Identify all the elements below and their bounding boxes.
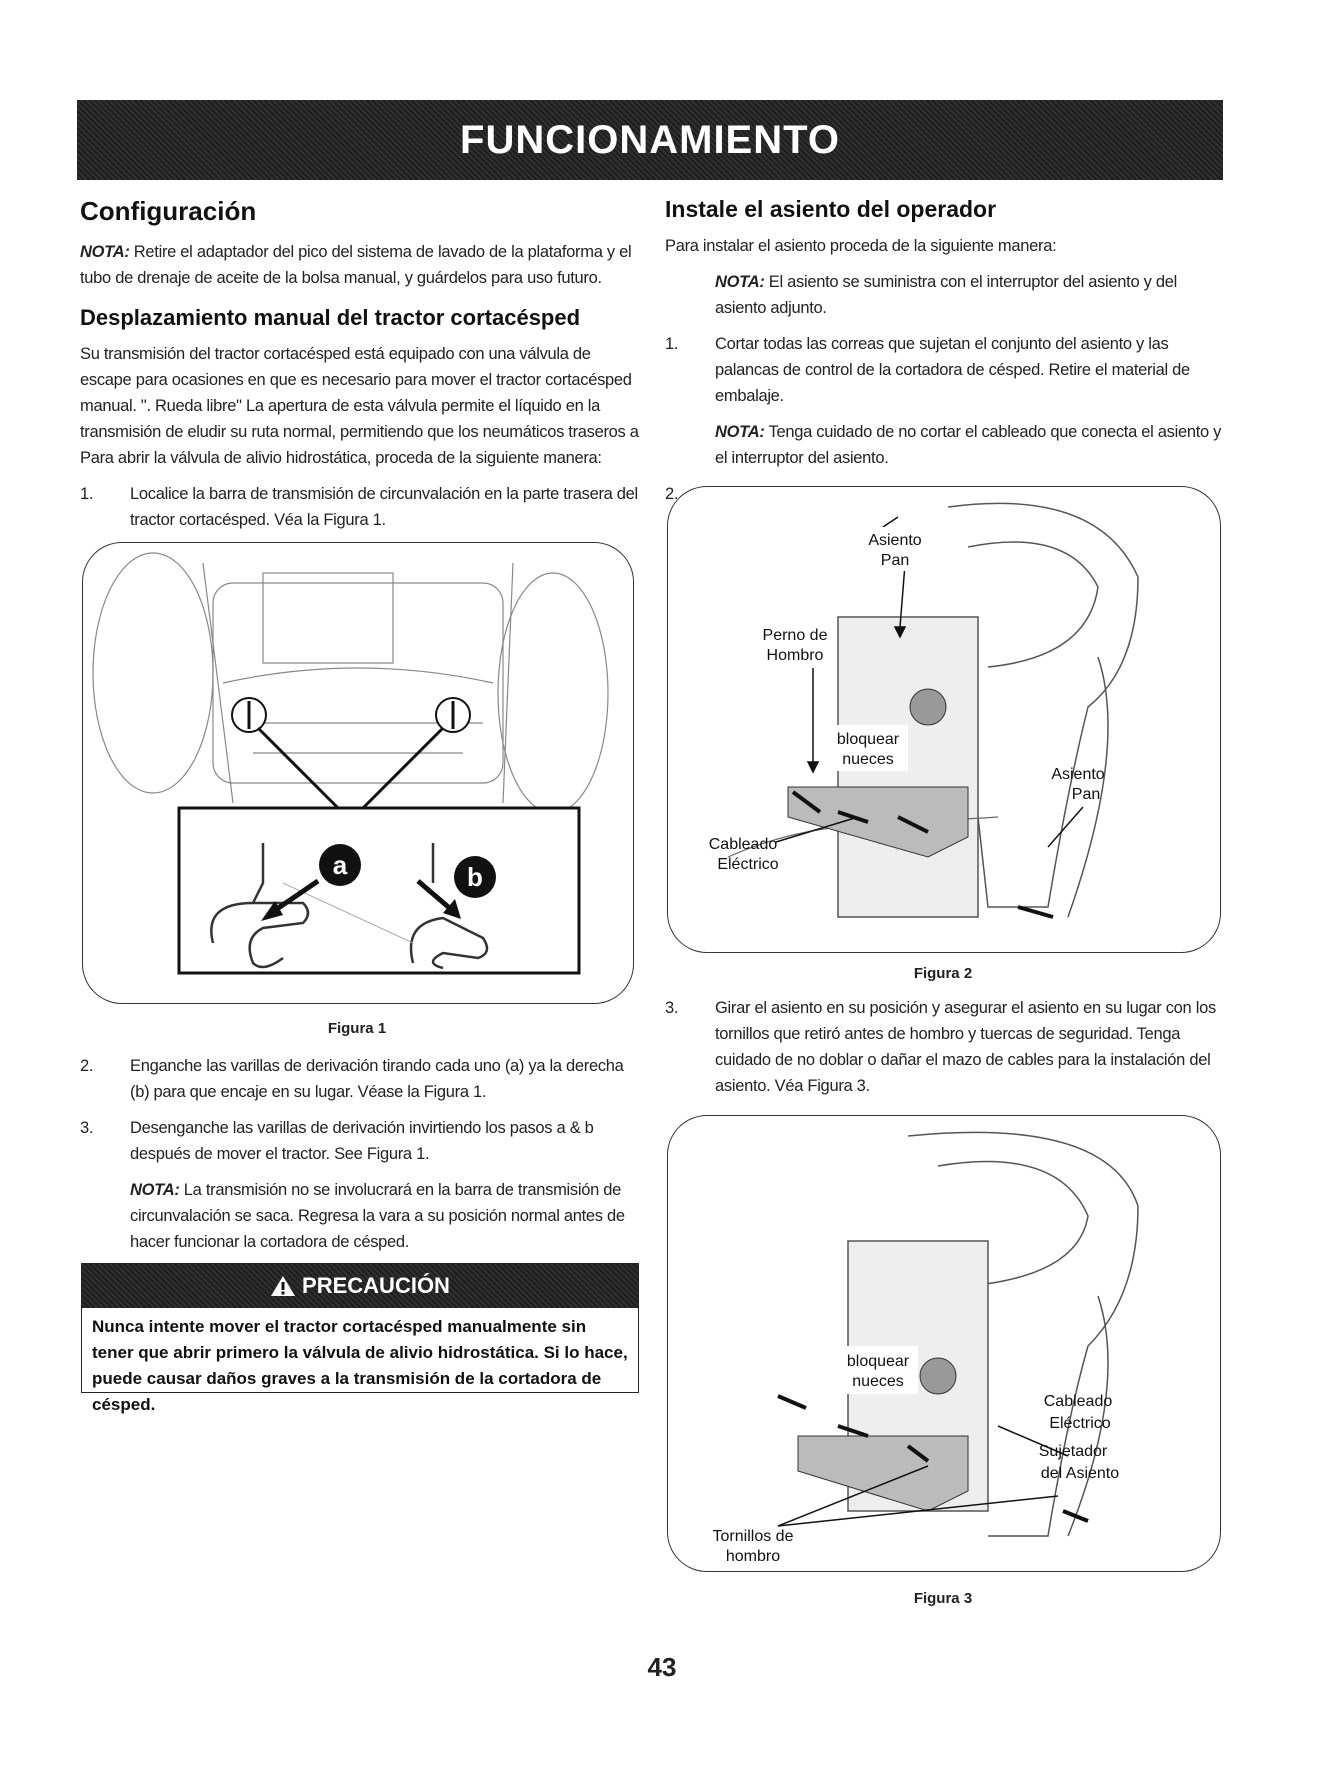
- left-column-lower: [80, 1053, 640, 1265]
- step-1: [665, 331, 1225, 409]
- note-text: Tenga cuidado de no cortar el cableado que conecta el asiento y el interruptor del asiento.: [715, 423, 1222, 467]
- section-banner: [77, 100, 1223, 180]
- step-number: 3.: [80, 1119, 94, 1137]
- step-text: Localice la barra de transmisión de circunvalación en la parte trasera del tractor cortacésped. Véa la Figura 1.: [130, 485, 638, 529]
- figure-3: [667, 1115, 1221, 1572]
- caution-text: Nunca intente mover el tractor cortacésped manualmente sin tener que abrir primero la válvula de alivio hidrostática. Si lo hace, puede causar daños graves a la transmisión de la cortadora de césped.: [92, 1317, 628, 1414]
- nueces-label: nueces: [852, 1373, 904, 1390]
- note-label: NOTA:: [715, 423, 765, 441]
- sujetador-label: Sujetador: [1038, 1443, 1108, 1460]
- hombro-label: Hombro: [766, 647, 824, 664]
- label-b: b: [467, 862, 483, 892]
- note-label: NOTA:: [715, 273, 765, 291]
- right-column-lower: [665, 995, 1225, 1109]
- cableado-label: Cableado: [708, 836, 778, 853]
- figure-3-illustration: [668, 1116, 1220, 1571]
- manual-move-heading: Desplazamiento manual del tractor cortacésped: [80, 305, 581, 330]
- figure-1-illustration: [83, 543, 633, 1003]
- step-3: [665, 995, 1225, 1099]
- note-text: El asiento se suministra con el interruptor del asiento y del asiento adjunto.: [715, 273, 1177, 317]
- manual-move-intro: Su transmisión del tractor cortacésped está equipado con una válvula de escape para ocasiones en que es necesario para mover el tractor cortacésped manual. ". Rueda libre" La apertura de esta válvula permite el líquido en la transmisión de eludir su ruta normal, permitiendo que los neumáticos traseros a Para abrir la válvula de alivio hidrostática, proceda de la siguiente manera:: [80, 345, 639, 467]
- note-wiring: [665, 419, 1225, 471]
- step-text: Cortar todas las correas que sujetan el conjunto del asiento y las palancas de control de la cortadora de césped. Retire el material de embalaje.: [715, 335, 1190, 405]
- bloquear-label: bloquear: [846, 1353, 910, 1370]
- perno-label: Perno de: [762, 627, 828, 644]
- note-seat-switch: [665, 269, 1225, 321]
- tornillos-label: Tornillos de: [712, 1528, 794, 1545]
- asiento-pan-top-label: Asiento: [868, 532, 922, 549]
- step-text: Enganche las varillas de derivación tirando cada uno (a) ya la derecha (b) para que encaje en su lugar. Véase la Figura 1.: [130, 1057, 624, 1101]
- note-label: NOTA:: [130, 1181, 180, 1199]
- nueces-label: nueces: [842, 751, 894, 768]
- warning-icon: [270, 1275, 296, 1297]
- step-2: [80, 1053, 640, 1105]
- asiento-pan-top-label-2: Pan: [880, 552, 910, 569]
- section-title: FUNCIONAMIENTO: [460, 117, 840, 162]
- figure-2-illustration: [668, 487, 1220, 952]
- bloquear-label: bloquear: [836, 731, 900, 748]
- step-number: 2.: [665, 485, 679, 503]
- asiento-pan-right-label-2: Pan: [1071, 786, 1101, 803]
- note-text: Retire el adaptador del pico del sistema de lavado de la plataforma y el tubo de drenaje de aceite de la bolsa manual, y guárdelos para uso futuro.: [80, 243, 632, 287]
- label-a: a: [332, 850, 348, 880]
- step-number: 2.: [80, 1057, 94, 1075]
- configuracion-heading: Configuración: [80, 196, 257, 226]
- note-transmission: [80, 1177, 640, 1255]
- electrico-label: Eléctrico: [1049, 1415, 1111, 1432]
- figure-2-caption: Figura 2: [913, 965, 973, 982]
- figure-2: [667, 486, 1221, 953]
- sujetador-label-2: del Asiento: [1040, 1465, 1120, 1482]
- seat-install-intro: Para instalar el asiento proceda de la siguiente manera:: [665, 237, 1057, 255]
- caution-box: [81, 1263, 639, 1414]
- electrico-label: Eléctrico: [717, 856, 779, 873]
- cableado-label: Cableado: [1043, 1393, 1113, 1410]
- figure-3-caption: Figura 3: [913, 1590, 973, 1607]
- step-text: Girar el asiento en su posición y asegurar el asiento en su lugar con los tornillos que retiró antes de hombro y tuercas de seguridad. Tenga cuidado de no doblar o dañar el mazo de cables para la instalación del asiento. Véa Figura 3.: [715, 999, 1216, 1095]
- asiento-pan-right-label: Asiento: [1051, 766, 1105, 783]
- seat-install-heading: Instale el asiento del operador: [665, 196, 997, 222]
- page-number: 43: [647, 1652, 677, 1682]
- caution-header: [82, 1264, 638, 1308]
- step-text: Desenganche las varillas de derivación invirtiendo los pasos a & b después de mover el tractor. See Figura 1.: [130, 1119, 594, 1163]
- note-label: NOTA:: [80, 243, 130, 261]
- note-text: La transmisión no se involucrará en la barra de transmisión de circunvalación se saca. Regresa la vara a su posición normal antes de hacer funcionar la cortadora de césped.: [130, 1181, 625, 1251]
- step-number: 1.: [80, 485, 94, 503]
- step-3: [80, 1115, 640, 1167]
- step-number: 3.: [665, 999, 679, 1017]
- note-adapter: [80, 239, 640, 291]
- left-column: [80, 196, 640, 543]
- hombro-label: hombro: [725, 1548, 781, 1565]
- step-number: 1.: [665, 335, 679, 353]
- step-1: [80, 481, 640, 533]
- figure-1: [82, 542, 634, 1004]
- caution-title: PRECAUCIÓN: [302, 1273, 450, 1298]
- figure-1-caption: Figura 1: [327, 1020, 387, 1037]
